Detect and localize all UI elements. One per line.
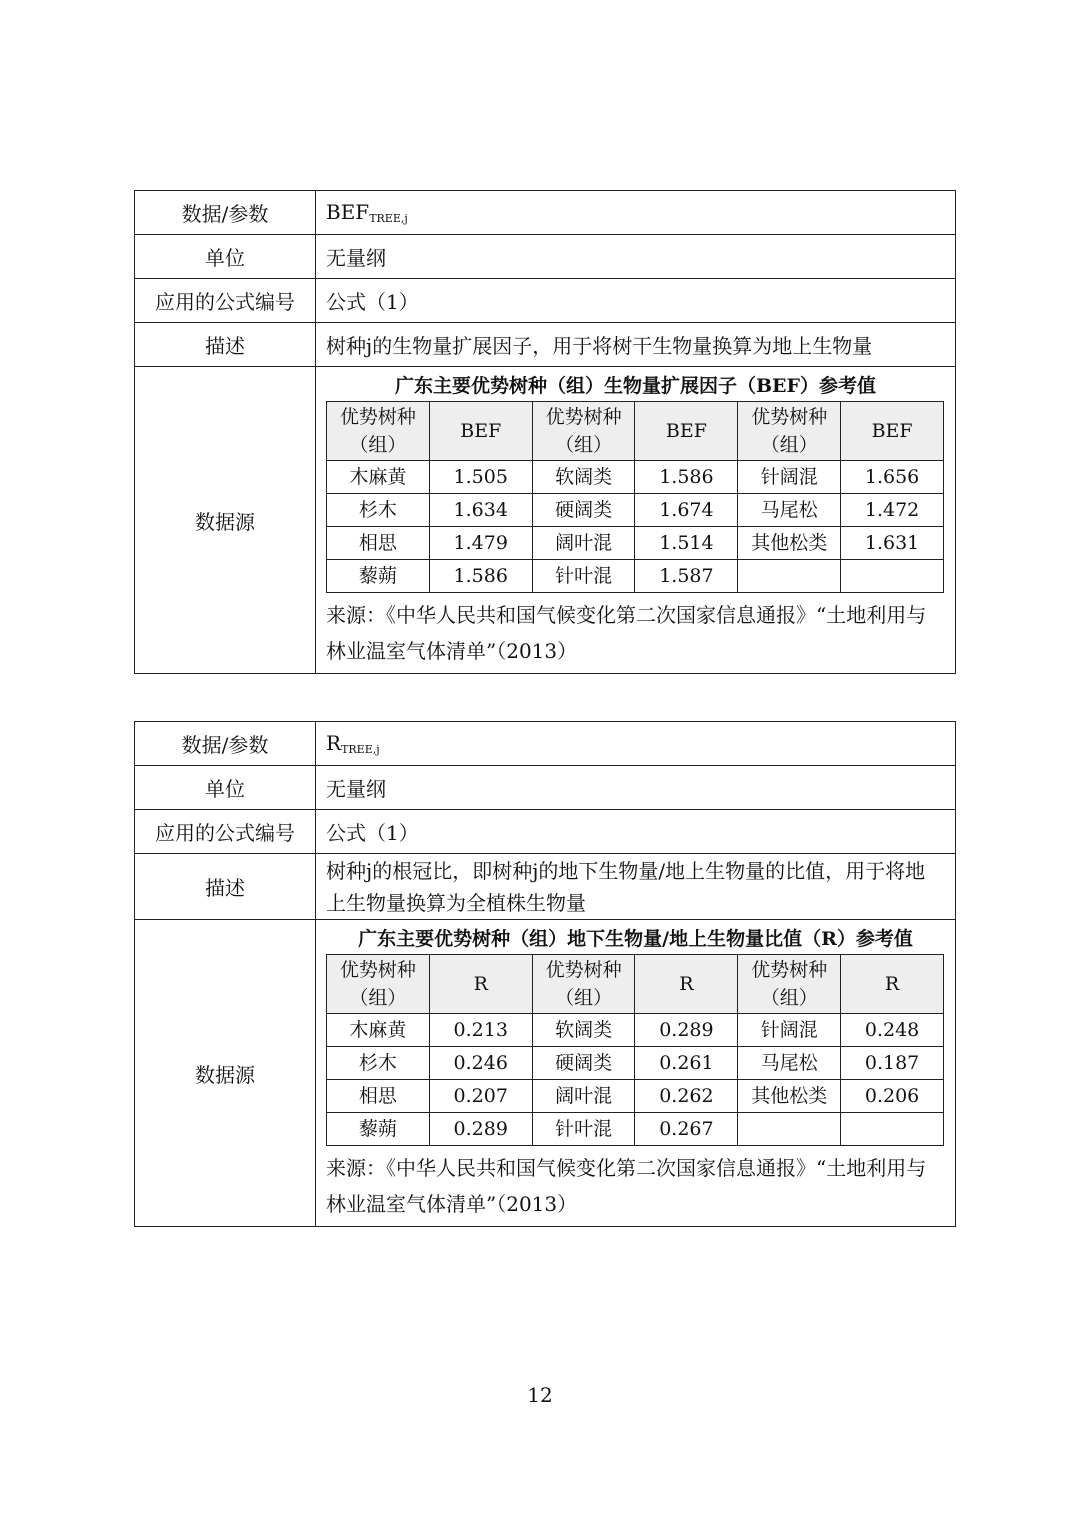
- parameter-table-bef: [134, 190, 956, 674]
- unit-label: 单位: [135, 235, 316, 279]
- parameter-table-r: [134, 721, 956, 1227]
- table-row: [327, 527, 944, 560]
- formula-label: 应用的公式编号: [135, 810, 316, 854]
- param-label: 数据/参数: [135, 722, 316, 766]
- species-cell: 木麻黄: [327, 1014, 430, 1047]
- species-cell: 针叶混: [532, 1113, 635, 1146]
- species-cell: 硬阔类: [532, 494, 635, 527]
- reference-header-row: [327, 402, 944, 461]
- value-cell: 1.586: [635, 461, 738, 494]
- description-value: 树种j的生物量扩展因子，用于将树干生物量换算为地上生物量: [316, 323, 956, 367]
- species-cell: 软阔类: [532, 461, 635, 494]
- value-cell: 0.261: [635, 1047, 738, 1080]
- table-row: [327, 1047, 944, 1080]
- species-cell: 软阔类: [532, 1014, 635, 1047]
- unit-value: 无量纲: [316, 235, 956, 279]
- species-cell: 针阔混: [738, 461, 841, 494]
- unit-label: 单位: [135, 766, 316, 810]
- description-label: 描述: [135, 323, 316, 367]
- value-cell: 0.267: [635, 1113, 738, 1146]
- value-cell: 0.213: [429, 1014, 532, 1047]
- reference-table-title: 广东主要优势树种（组）地下生物量/地上生物量比值（R）参考值: [358, 928, 913, 950]
- species-cell: [738, 560, 841, 593]
- table-row: [327, 1113, 944, 1146]
- reference-header-row: [327, 955, 944, 1014]
- description-label: 描述: [135, 854, 316, 920]
- header-value: BEF: [841, 402, 944, 461]
- value-cell: 0.248: [841, 1014, 944, 1047]
- value-cell: 1.472: [841, 494, 944, 527]
- header-value: R: [841, 955, 944, 1014]
- source-label: 数据源: [135, 367, 316, 674]
- species-cell: 阔叶混: [532, 1080, 635, 1113]
- param-value: [316, 191, 956, 235]
- value-cell: 1.514: [635, 527, 738, 560]
- formula-value: 公式（1）: [316, 279, 956, 323]
- value-cell: 0.289: [635, 1014, 738, 1047]
- value-cell: 1.505: [429, 461, 532, 494]
- value-cell: 0.246: [429, 1047, 532, 1080]
- param-main: BEF: [326, 200, 370, 224]
- unit-value: 无量纲: [316, 766, 956, 810]
- source-note: 来源：《中华人民共和国气候变化第二次国家信息通报》“土地利用与林业温室气体清单”（2013）: [326, 603, 927, 663]
- value-cell: 0.187: [841, 1047, 944, 1080]
- species-cell: 相思: [327, 527, 430, 560]
- species-cell: 马尾松: [738, 1047, 841, 1080]
- species-cell: 藜蒴: [327, 560, 430, 593]
- header-value: R: [429, 955, 532, 1014]
- header-species: 优势树种（组）: [738, 955, 841, 1014]
- table-row: [327, 1014, 944, 1047]
- species-cell: 阔叶混: [532, 527, 635, 560]
- param-label: 数据/参数: [135, 191, 316, 235]
- source-content: [316, 920, 956, 1227]
- header-value: BEF: [635, 402, 738, 461]
- header-species: 优势树种（组）: [738, 402, 841, 461]
- param-subscript: TREE,j: [369, 212, 408, 225]
- species-cell: 针阔混: [738, 1014, 841, 1047]
- reference-table: [326, 954, 944, 1146]
- header-species: 优势树种（组）: [532, 402, 635, 461]
- value-cell: 0.289: [429, 1113, 532, 1146]
- value-cell: 1.674: [635, 494, 738, 527]
- table-row: [327, 461, 944, 494]
- reference-table: [326, 401, 944, 593]
- header-value: BEF: [429, 402, 532, 461]
- species-cell: 杉木: [327, 1047, 430, 1080]
- value-cell: 0.262: [635, 1080, 738, 1113]
- species-cell: 硬阔类: [532, 1047, 635, 1080]
- species-cell: 其他松类: [738, 527, 841, 560]
- value-cell: 1.631: [841, 527, 944, 560]
- value-cell: 0.207: [429, 1080, 532, 1113]
- species-cell: 木麻黄: [327, 461, 430, 494]
- reference-table-title: 广东主要优势树种（组）生物量扩展因子（BEF）参考值: [394, 375, 877, 397]
- species-cell: 藜蒴: [327, 1113, 430, 1146]
- value-cell: 1.587: [635, 560, 738, 593]
- header-species: 优势树种（组）: [327, 955, 430, 1014]
- header-value: R: [635, 955, 738, 1014]
- value-cell: 1.656: [841, 461, 944, 494]
- species-cell: 相思: [327, 1080, 430, 1113]
- value-cell: [841, 560, 944, 593]
- table-row: [327, 494, 944, 527]
- table-row: [327, 1080, 944, 1113]
- species-cell: 其他松类: [738, 1080, 841, 1113]
- param-main: R: [326, 731, 342, 755]
- table-row: [327, 560, 944, 593]
- formula-value: 公式（1）: [316, 810, 956, 854]
- species-cell: 针叶混: [532, 560, 635, 593]
- description-value: 树种j的根冠比，即树种j的地下生物量/地上生物量的比值，用于将地上生物量换算为全植株生物量: [316, 854, 956, 920]
- header-species: 优势树种（组）: [532, 955, 635, 1014]
- value-cell: 1.479: [429, 527, 532, 560]
- value-cell: 1.634: [429, 494, 532, 527]
- header-species: 优势树种（组）: [327, 402, 430, 461]
- value-cell: 0.206: [841, 1080, 944, 1113]
- species-cell: 马尾松: [738, 494, 841, 527]
- species-cell: 杉木: [327, 494, 430, 527]
- param-subscript: TREE,j: [341, 743, 380, 756]
- value-cell: 1.586: [429, 560, 532, 593]
- value-cell: [841, 1113, 944, 1146]
- source-content: [316, 367, 956, 674]
- source-label: 数据源: [135, 920, 316, 1227]
- page-number: 12: [527, 1383, 553, 1407]
- param-value: [316, 722, 956, 766]
- species-cell: [738, 1113, 841, 1146]
- source-note: 来源：《中华人民共和国气候变化第二次国家信息通报》“土地利用与林业温室气体清单”（2013）: [326, 1156, 927, 1216]
- formula-label: 应用的公式编号: [135, 279, 316, 323]
